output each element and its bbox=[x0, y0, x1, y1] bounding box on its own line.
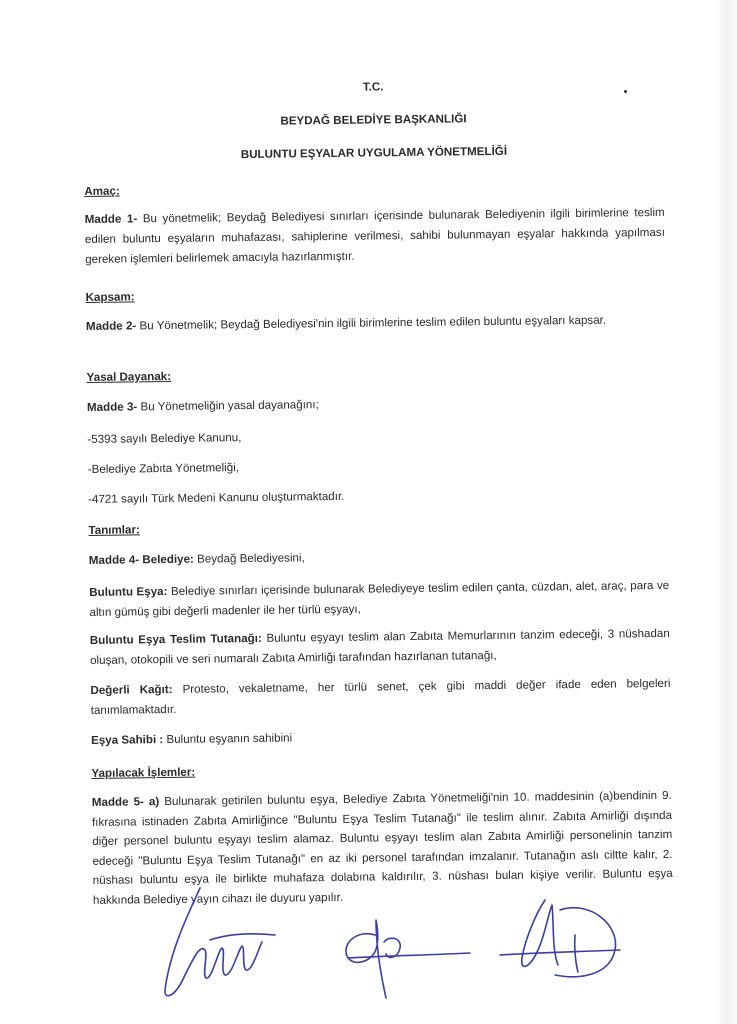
legal-basis-item: -Belediye Zabıta Yönetmeliği, bbox=[87, 461, 240, 476]
paragraph-madde-2 bbox=[86, 310, 666, 337]
degerli-kagit-label: Değerli Kağıt: bbox=[90, 682, 173, 697]
teslim-tutanagi-text: Buluntu eşyayı teslim alan Zabıta Memurlarının tanzim edeceği, 3 nüshadan oluşan, otokopili ve seri numaralı Zabıta Amirliği tarafından hazırlanan tutanağı, bbox=[89, 626, 670, 667]
paragraph-madde-3 bbox=[87, 392, 667, 417]
madde-3-label: Madde 3- bbox=[86, 400, 138, 414]
paragraph-madde-1 bbox=[85, 203, 666, 270]
signature-left bbox=[165, 888, 275, 996]
madde-4-label: Madde 4- bbox=[88, 553, 140, 567]
heading-tanimlar: Tanımlar: bbox=[88, 523, 140, 537]
definition-buluntu-esya bbox=[89, 576, 669, 623]
buluntu-esya-label: Buluntu Eşya: bbox=[89, 585, 168, 599]
legal-basis-item: -4721 sayılı Türk Medeni Kanunu oluşturmaktadır. bbox=[88, 489, 345, 506]
legal-basis-item: -5393 sayılı Belediye Kanunu, bbox=[87, 431, 242, 446]
madde-2-text: Bu Yönetmelik; Beydağ Belediyesi'nin ilgili birimlerine teslim edilen buluntu eşyaları kapsar. bbox=[139, 313, 607, 333]
signature-right bbox=[500, 900, 620, 977]
teslim-tutanagi-label: Buluntu Eşya Teslim Tutanağı: bbox=[89, 631, 262, 647]
belediye-label: Belediye: bbox=[142, 552, 194, 567]
belediye-text: Beydağ Belediyesini, bbox=[197, 551, 305, 566]
buluntu-esya-text: Belediye sınırları içerisinde bulunarak Belediyeye teslim edilen çanta, cüzdan, alet, araç, para ve altın gümüş gibi değerli madenler ile her türlü eşyayı, bbox=[89, 578, 670, 619]
definition-esya-sahibi bbox=[91, 725, 671, 750]
madde-2-label: Madde 2- bbox=[85, 319, 137, 333]
signature-middle bbox=[346, 920, 470, 998]
signatures bbox=[150, 880, 650, 1010]
esya-sahibi-text: Buluntu eşyanın sahibini bbox=[166, 731, 293, 747]
heading-kapsam: Kapsam: bbox=[85, 290, 135, 304]
header-institution: BEYDAĞ BELEDİYE BAŞKANLIĞI bbox=[280, 112, 467, 128]
heading-yasal-dayanak: Yasal Dayanak: bbox=[86, 369, 172, 384]
header-tc: T.C. bbox=[362, 80, 384, 94]
definition-belediye bbox=[89, 545, 669, 570]
madde-1-label: Madde 1- bbox=[84, 212, 138, 226]
madde-1-text: Bu yönetmelik; Beydağ Belediyesi sınırları içerisinde bulunarak Belediyenin ilgili birimlerine teslim edilen buluntu eşyaların muhafazası, sahiplerine verilmesi, sahibi bulunmayan eşyalar hakkında yapılması gereken işlemleri belirlemek amacıyla hazırlanmıştır. bbox=[84, 205, 665, 266]
definition-teslim-tutanagi bbox=[90, 624, 670, 671]
heading-yapilacak-islemler: Yapılacak İşlemler: bbox=[91, 765, 196, 780]
madde-3-text: Bu Yönetmeliğin yasal dayanağını; bbox=[140, 398, 319, 414]
heading-amac: Amaç: bbox=[84, 184, 120, 198]
degerli-kagit-text: Protesto, vekaletname, her türlü senet, çek gibi maddi değer ifade eden belgeleri tanımlamaktadır. bbox=[90, 676, 671, 717]
esya-sahibi-label: Eşya Sahibi : bbox=[90, 733, 164, 747]
definition-degerli-kagit bbox=[90, 674, 670, 721]
madde-5-label: Madde 5- a) bbox=[91, 795, 160, 809]
scan-edge bbox=[715, 0, 737, 1024]
header-regulation-title: BULUNTU EŞYALAR UYGULAMA YÖNETMELİĞİ bbox=[240, 144, 508, 162]
madde-5-text: Bulunarak getirilen buluntu eşya, Belediye Zabıta Yönetmeliği'nin 10. maddesinin (a)bendinin 9. fıkrasına istinaden Zabıta Amirliğince "Buluntu Eşya Teslim Tutanağı" ile teslim alınır. Zabıta Amirliği dışında diğer personel buluntu eşyayı teslim alamaz. Buluntu eşyayı teslim alan Zabıta Amirliği personelinin tanzim edeceği "Buluntu Eşya Teslim Tutanağı" en az iki personel tarafından imzalanır. Tutanağın aslı ciltte kalır, 2. nüshası buluntu eşya ile birlikte muhafaza dolabına kaldırılır, 3. nüshası bulan kişiye verilir. Buluntu eşya hakkında Belediye yayın cihazı ile duyuru yapılır. bbox=[91, 788, 673, 907]
